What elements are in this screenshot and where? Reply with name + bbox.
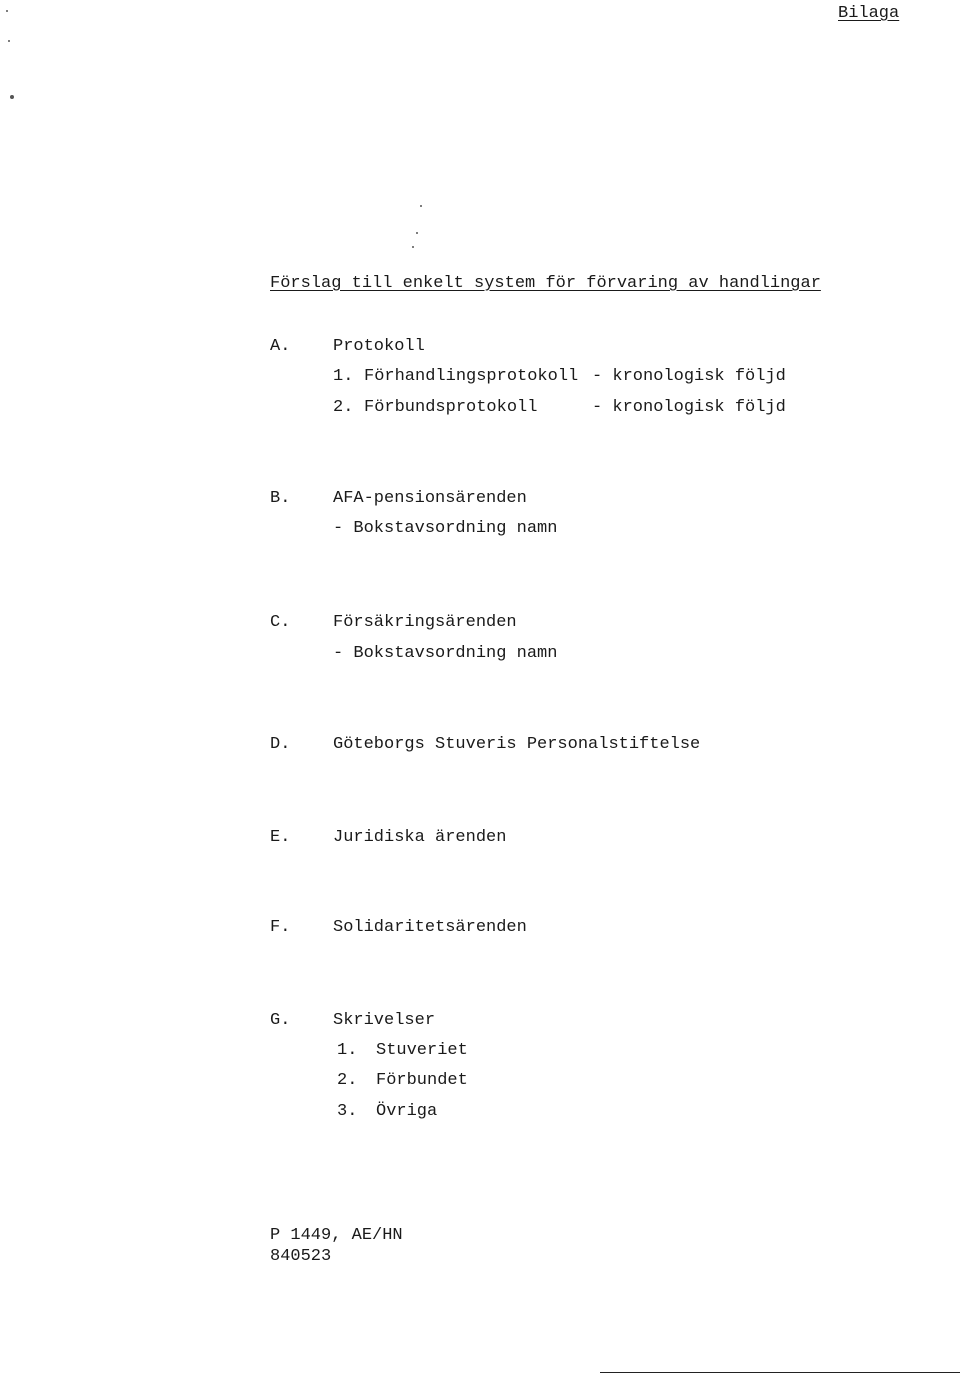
scan-speck xyxy=(420,205,422,207)
section-c-letter: C. xyxy=(270,613,291,632)
section-a-heading: Protokoll xyxy=(333,337,425,356)
section-a-item-1-note: - kronologisk följd xyxy=(592,367,786,386)
section-f-letter: F. xyxy=(270,918,291,937)
section-g-item-3-text: Övriga xyxy=(376,1102,438,1121)
section-g-item-3-num: 3. xyxy=(337,1102,358,1121)
section-b-heading: AFA-pensionsärenden xyxy=(333,489,527,508)
scan-speck xyxy=(412,246,414,248)
scan-speck xyxy=(6,10,8,12)
section-e-heading: Juridiska ärenden xyxy=(333,828,507,847)
section-g-item-2-text: Förbundet xyxy=(376,1071,468,1090)
section-c-heading: Försäkringsärenden xyxy=(333,613,517,632)
section-g-item-1-num: 1. xyxy=(337,1041,358,1060)
scan-speck xyxy=(416,232,418,234)
section-g-letter: G. xyxy=(270,1011,291,1030)
footer-date: 840523 xyxy=(270,1247,332,1266)
section-a-letter: A. xyxy=(270,337,291,356)
section-f-heading: Solidaritetsärenden xyxy=(333,918,527,937)
footer-reference: P 1449, AE/HN xyxy=(270,1226,403,1245)
section-a-item-2-note: - kronologisk följd xyxy=(592,398,786,417)
section-b-sub: - Bokstavsordning namn xyxy=(333,519,558,538)
section-d-heading: Göteborgs Stuveris Personalstiftelse xyxy=(333,735,701,754)
scan-speck xyxy=(8,40,10,42)
section-b-letter: B. xyxy=(270,489,291,508)
section-g-item-2-num: 2. xyxy=(337,1071,358,1090)
section-g-item-1-text: Stuveriet xyxy=(376,1041,468,1060)
section-a-item-2-num: 2. xyxy=(333,398,354,417)
bottom-rule xyxy=(600,1372,960,1373)
section-g-heading: Skrivelser xyxy=(333,1011,436,1030)
bilaga-tag: Bilaga xyxy=(838,4,900,23)
scan-speck xyxy=(10,95,14,99)
section-a-item-2-text: Förbundsprotokoll xyxy=(364,398,538,417)
section-d-letter: D. xyxy=(270,735,291,754)
section-c-sub: - Bokstavsordning namn xyxy=(333,644,558,663)
section-a-item-1-text: Förhandlingsprotokoll xyxy=(364,367,579,386)
section-e-letter: E. xyxy=(270,828,291,847)
section-a-item-1-num: 1. xyxy=(333,367,354,386)
document-title: Förslag till enkelt system för förvaring av handlingar xyxy=(270,274,821,293)
